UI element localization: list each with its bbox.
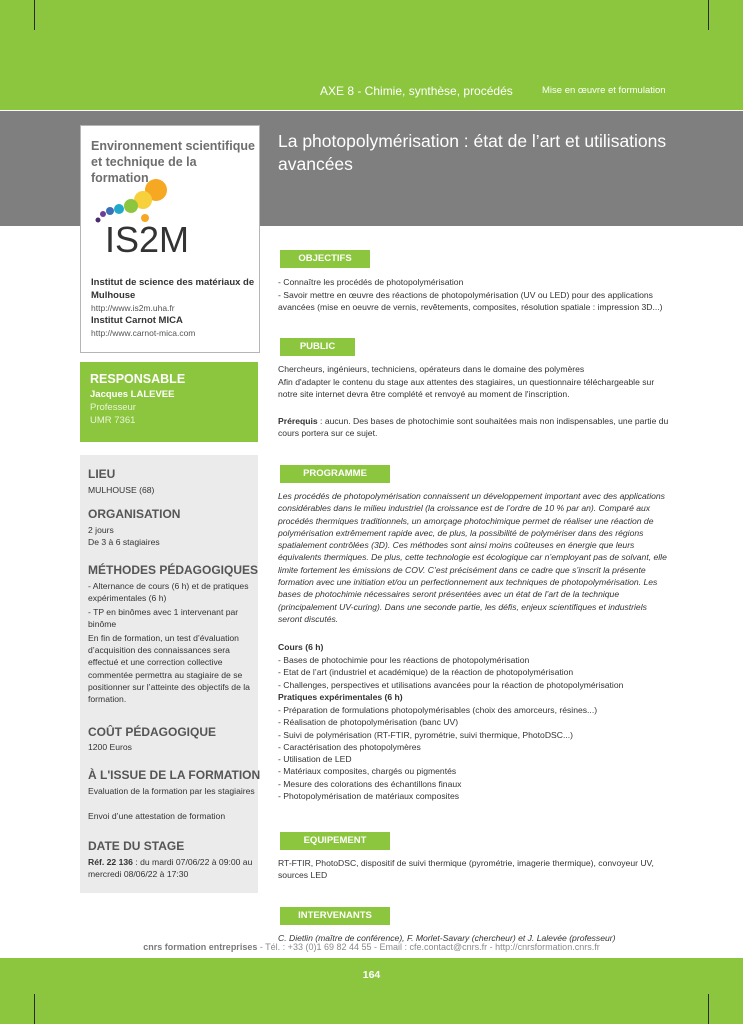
footer-details[interactable]: - Tél. : +33 (0)1 69 82 44 55 - Email : cfe.contact@cnrs.fr - http://cnrsformation.cnrs.fr (257, 942, 600, 952)
list-item: - Photopolymérisation de matériaux composites (278, 791, 460, 802)
footer-band (0, 958, 743, 1024)
responsable-name: Jacques LALEVEE (90, 389, 175, 400)
date-value (88, 856, 256, 880)
axis-subtitle: Mise en œuvre et formulation (542, 85, 666, 96)
cours-heading: Cours (6 h) (278, 642, 324, 652)
environment-heading: Environnement scientifique et technique de la formation (91, 139, 255, 185)
equipement-text: RT-FTIR, PhotoDSC, dispositif de suivi thermique (pyrométrie, imagerie thermique), convoyeur UV, sources LED (278, 858, 654, 881)
institute-link[interactable]: http://www.is2m.uha.fr (91, 303, 175, 313)
programme-label: PROGRAMME (280, 465, 390, 483)
methodes-line-3: En fin de formation, un test d’évaluation d’acquisition des connaissances sera effectué et une correction collective commentée permettra au stagiaire de se positionner sur l’atteinte des objectifs de la formation. (88, 633, 250, 705)
responsable-role: Professeur (90, 402, 136, 413)
methodes-heading: MÉTHODES PÉDAGOGIQUES (88, 563, 259, 577)
axis-label: AXE 8 - Chimie, synthèse, procédés (320, 84, 513, 98)
methodes-line-1: - Alternance de cours (6 h) et de pratiques expérimentales (6 h) (88, 581, 249, 604)
lieu-heading: LIEU (88, 467, 116, 481)
svg-text:IS2M: IS2M (105, 219, 190, 258)
public-line-2: Afin d'adapter le contenu du stage aux attentes des stagiaires, un questionnaire téléchargeable sur notre site internet devra être complété et renvoyé au moment de l'inscription. (278, 377, 655, 400)
prerequis-label: Prérequis (278, 416, 318, 426)
institute-block (91, 276, 256, 339)
issue-line-1: Evaluation de la formation par les stagiaires (88, 786, 255, 796)
footer-contact (0, 942, 743, 952)
list-item: - Challenges, perspectives et utilisations avancées pour la réaction de photopolymérisation (278, 679, 624, 690)
responsable-heading: RESPONSABLE (90, 372, 186, 386)
crop-mark (708, 0, 709, 30)
programme-intro: Les procédés de photopolymérisation connaissent un développement important avec des applications considérables dans le milieu industriel (la croissance est de l’ordre de 10 % par an). Comparé aux procédés thermiques traditionnels, un amorçage photochimique permet de réaliser une réaction de polymérisation extrêmement rapide avec, de plus, la possibilité de polymériser dans des régions spatialement contrôlées (3D). Ces méthodes sont ainsi moins coûteuses en énergie que leurs équivalents thermiques. De plus, cette technologie est écologique car n’employant pas de solvant, elle limite fortement les émissions de COV. C’est précisément dans ce cadre que s’inscrit la présente formation avec une initiation et/ou un perfectionnement aux techniques de photopolymérisation. Les bases de photochimie nécessaires seront présentées avec un état de l’art de la technique (principalement UV-curing). Dans une seconde partie, les défis, enjeux scientifiques et industriels seront discutés. (278, 491, 667, 624)
pratiques-list (278, 704, 673, 802)
cout-heading: COÛT PÉDAGOGIQUE (88, 725, 217, 739)
objectifs-line-2: - Savoir mettre en œuvre des réactions de photopolymérisation (UV ou LED) pour des applications avancées (mise en oeuvre de vernis, revêtements, composites, résolution spatiale : impression 3D...) (278, 290, 663, 313)
info-box (80, 455, 261, 893)
public-label: PUBLIC (280, 338, 355, 356)
prerequis (278, 415, 673, 440)
date-range: : du mardi 07/06/22 à 09:00 au mercredi 08/06/22 à 17:30 (88, 857, 253, 880)
pratiques-heading: Pratiques expérimentales (6 h) (278, 692, 403, 702)
cours-list (278, 654, 673, 691)
cout-value: 1200 Euros (88, 742, 132, 752)
organisation-duration: 2 jours (88, 525, 114, 535)
equipement-label: EQUIPEMENT (280, 832, 390, 850)
objectifs-line-1: - Connaître les procédés de photopolymérisation (278, 277, 464, 287)
issue-line-2: Envoi d’une attestation de formation (88, 811, 226, 821)
list-item: - Etat de l’art (industriel et académique) de la réaction de photopolymérisation (278, 667, 574, 678)
methodes-line-2: - TP en binômes avec 1 intervenant par binôme (88, 607, 239, 630)
list-item: - Préparation de formulations photopolymérisables (choix des amorceurs, résines...) (278, 705, 598, 715)
institute-name: Institut de science des matériaux de Mulhouse (91, 277, 255, 301)
environment-box (80, 125, 260, 353)
carnot-name: Institut Carnot MICA (91, 315, 183, 326)
crop-mark (34, 0, 35, 30)
is2m-logo (91, 178, 251, 258)
responsable-box (80, 362, 258, 442)
list-item: - Utilisation de LED (278, 754, 352, 765)
issue-heading: À L'ISSUE DE LA FORMATION (88, 768, 261, 782)
objectifs-label: OBJECTIFS (280, 250, 370, 268)
organisation-size: De 3 à 6 stagiaires (88, 537, 160, 547)
date-heading: DATE DU STAGE (88, 839, 185, 853)
crop-mark (34, 994, 35, 1024)
crop-mark (708, 994, 709, 1024)
list-item: - Réalisation de photopolymérisation (banc UV) (278, 717, 459, 728)
list-item: - Mesure des colorations des échantillons finaux (278, 778, 462, 789)
organisation-heading: ORGANISATION (88, 507, 181, 521)
page-title: La photopolymérisation : état de l’art et utilisations avancées (278, 131, 667, 174)
carnot-link[interactable]: http://www.carnot-mica.com (91, 328, 196, 338)
is2m-logo-icon (91, 178, 251, 258)
intervenants-label: INTERVENANTS (280, 907, 390, 925)
list-item: - Suivi de polymérisation (RT-FTIR, pyrométrie, suivi thermique, PhotoDSC...) (278, 729, 573, 740)
responsable-unit: UMR 7361 (90, 415, 136, 426)
list-item: - Caractérisation des photopolymères (278, 741, 421, 752)
list-item: - Bases de photochimie pour les réactions de photopolymérisation (278, 655, 530, 665)
public-line-1: Chercheurs, ingénieurs, techniciens, opérateurs dans le domaine des polymères (278, 364, 585, 374)
prerequis-text: : aucun. Des bases de photochimie sont souhaitées mais non indispensables, une partie du cours portera sur ce sujet. (278, 416, 669, 439)
page-number: 164 (362, 969, 381, 981)
list-item: - Matériaux composites, chargés ou pigmentés (278, 766, 457, 777)
lieu-value: MULHOUSE (68) (88, 485, 155, 495)
date-ref: Réf. 22 136 (88, 857, 133, 867)
intervenants-text: C. Dietlin (maître de conférence), F. Morlet-Savary (chercheur) et J. Lalevée (professeur) (278, 933, 616, 943)
footer-brand: cnrs formation entreprises (143, 942, 258, 952)
